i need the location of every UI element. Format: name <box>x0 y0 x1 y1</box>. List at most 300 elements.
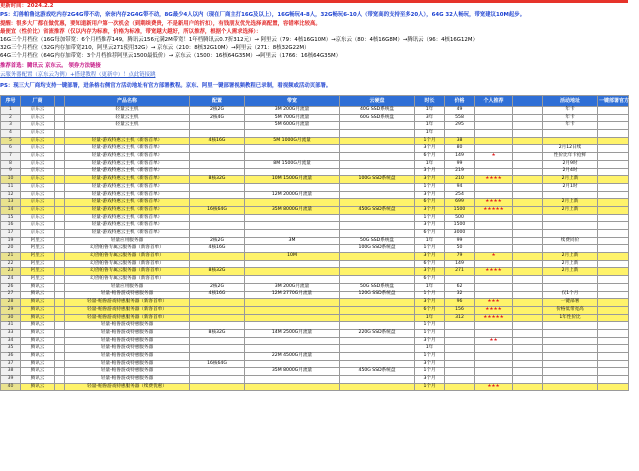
vendor-cell: 京东云 <box>21 214 55 222</box>
row-number: 31 <box>1 322 21 330</box>
config-cell: 8核32G <box>190 176 245 184</box>
row-number: 13 <box>1 199 21 207</box>
config-cell <box>190 153 245 161</box>
bandwidth-cell <box>245 376 340 384</box>
deploy-cell <box>598 291 629 299</box>
duration-cell: 3个月 <box>415 168 445 176</box>
price-table <box>0 95 639 391</box>
table-row <box>1 237 629 245</box>
row-number: 36 <box>1 353 21 361</box>
vendor-cell: 京东云 <box>21 130 55 138</box>
vendor-cell: 阿里云 <box>21 245 55 253</box>
product-cell: 轻量-帕鲁游戏特惠服务器 <box>65 337 190 345</box>
rating-cell: ★★★★ <box>475 306 513 314</box>
extra-cell <box>513 183 543 191</box>
spacer-cell <box>55 360 65 368</box>
product-cell: 轻量-帕鲁游戏特惠服务器 <box>65 376 190 384</box>
config-cell <box>190 145 245 153</box>
duration-cell: 1个月 <box>415 353 445 361</box>
row-number: 22 <box>1 260 21 268</box>
disk-cell <box>340 268 415 276</box>
spacer-cell <box>55 122 65 130</box>
disk-cell <box>340 306 415 314</box>
bandwidth-cell: 3M <box>245 237 340 245</box>
config-cell: 2核2G <box>190 237 245 245</box>
col-header: 序号 <box>1 96 21 107</box>
duration-cell: 6个月 <box>415 199 445 207</box>
extra-cell <box>513 191 543 199</box>
price-cell: 50 <box>445 245 475 253</box>
duration-cell: 3个月 <box>415 268 445 276</box>
duration-cell: 3个月 <box>415 191 445 199</box>
price-cell <box>445 376 475 384</box>
disk-cell <box>340 299 415 307</box>
extra-cell <box>513 222 543 230</box>
extra-cell <box>513 253 543 261</box>
activity-cell: 2月1时 <box>543 183 598 191</box>
table-row <box>1 214 629 222</box>
price-cell <box>445 337 475 345</box>
rating-cell <box>475 322 513 330</box>
extra-cell <box>513 306 543 314</box>
row-number: 12 <box>1 191 21 199</box>
disk-cell: 450G SSD系统盘 <box>340 206 415 214</box>
activity-cell: 2月上新 <box>543 260 598 268</box>
price-cell: 99 <box>445 160 475 168</box>
row-number: 16 <box>1 222 21 230</box>
disk-cell <box>340 191 415 199</box>
vendor-cell: 京东云 <box>21 107 55 115</box>
disk-cell <box>340 276 415 284</box>
config-cell <box>190 306 245 314</box>
product-cell: 轻量-帕鲁游戏特惠服务器 <box>65 360 190 368</box>
config-cell: 2核2G <box>190 283 245 291</box>
col-header: 产品名称 <box>65 96 190 107</box>
duration-cell: 1个月 <box>415 322 445 330</box>
config-cell: 2核2G <box>190 107 245 115</box>
bandwidth-cell: 35M 8000G月流量 <box>245 368 340 376</box>
duration-cell: 6个月 <box>415 153 445 161</box>
rating-cell: ★ <box>475 253 513 261</box>
product-cell: 轻量-帕鲁游戏特惠服务器（新客首单） <box>65 306 190 314</box>
product-cell: 轻量-游戏特惠云主机（新客首单） <box>65 168 190 176</box>
rating-cell <box>475 260 513 268</box>
table-header-row <box>1 96 629 107</box>
product-cell: 轻量-帕鲁游戏特惠服务器（新客首单） <box>65 314 190 322</box>
disk-cell: 50G SSD系统盘 <box>340 283 415 291</box>
disk-cell <box>340 130 415 138</box>
price-cell: 558 <box>445 114 475 122</box>
row-number: 4 <box>1 130 21 138</box>
vendor-cell: 京东云 <box>21 153 55 161</box>
price-cell <box>445 329 475 337</box>
product-cell: 轻量云主机 <box>65 122 190 130</box>
deploy-cell <box>598 314 629 322</box>
activity-cell: 2月上新 <box>543 253 598 261</box>
disk-cell <box>340 168 415 176</box>
product-cell: 轻量-帕鲁游戏特惠服务器 <box>65 345 190 353</box>
disk-cell: 120G SSD系统盘 <box>340 291 415 299</box>
extra-cell <box>513 114 543 122</box>
vendor-cell: 京东云 <box>21 114 55 122</box>
config-cell <box>190 376 245 384</box>
vendor-cell: 阿里云 <box>21 276 55 284</box>
bandwidth-cell <box>245 245 340 253</box>
disk-cell <box>340 314 415 322</box>
table-row <box>1 383 629 391</box>
col-header: 一键部署官方教程 <box>598 96 629 107</box>
vendor-cell: 京东云 <box>21 183 55 191</box>
rating-cell <box>475 230 513 238</box>
table-row <box>1 153 629 161</box>
table-row <box>1 322 629 330</box>
vendor-cell: 京东云 <box>21 122 55 130</box>
rating-cell: ★★ <box>475 337 513 345</box>
spacer-cell <box>55 183 65 191</box>
config-cell <box>190 222 245 230</box>
product-cell: 轻量云主机 <box>65 114 190 122</box>
price-cell: 210 <box>445 176 475 184</box>
disk-cell <box>340 145 415 153</box>
row-number: 27 <box>1 291 21 299</box>
duration-cell: 3个月 <box>415 376 445 384</box>
price-cell: 219 <box>445 168 475 176</box>
extra-cell <box>513 199 543 207</box>
extra-cell <box>513 153 543 161</box>
extra-cell <box>513 337 543 345</box>
activity-cell: 2月4时 <box>543 168 598 176</box>
table-row <box>1 260 629 268</box>
col-header <box>55 96 65 107</box>
rating-cell: ★ <box>475 153 513 161</box>
disk-cell: 220G SSD系统盘 <box>340 329 415 337</box>
rating-cell: ★★★★ <box>475 176 513 184</box>
price-cell: 254 <box>445 191 475 199</box>
rating-cell <box>475 237 513 245</box>
rating-cell <box>475 191 513 199</box>
config-cell <box>190 122 245 130</box>
bandwidth-cell <box>245 322 340 330</box>
activity-cell: 2月上新 <box>543 206 598 214</box>
table-row <box>1 122 629 130</box>
price-cell <box>445 368 475 376</box>
deploy-cell <box>598 260 629 268</box>
price-cell <box>445 130 475 138</box>
config-cell <box>190 345 245 353</box>
activity-cell: 2月上新 <box>543 176 598 184</box>
config-cell <box>190 160 245 168</box>
price-cell: 94 <box>445 183 475 191</box>
spacer-cell <box>55 329 65 337</box>
best-value-heading: 最便宜（性价比）省流推荐（仅以内存为标准，价格为标准，带宽越大越好，所以推荐，根据个人需求选择）： <box>0 29 262 35</box>
update-time: 更新时间：2024.2.2 <box>0 3 54 9</box>
deploy-cell <box>598 222 629 230</box>
deploy-cell <box>598 345 629 353</box>
duration-cell: 3个月 <box>415 299 445 307</box>
spacer-cell <box>55 107 65 115</box>
duration-cell: 6个月 <box>415 260 445 268</box>
spacer-cell <box>55 353 65 361</box>
activity-cell <box>543 322 598 330</box>
duration-cell: 3个月 <box>415 222 445 230</box>
product-cell <box>65 130 190 138</box>
product-cell: 轻量-游戏特惠云主机（新客首单） <box>65 230 190 238</box>
table-row <box>1 276 629 284</box>
spacer-cell <box>55 237 65 245</box>
spacer-cell <box>55 376 65 384</box>
config-cell: 4核16G <box>190 291 245 299</box>
duration-cell: 1个月 <box>415 245 445 253</box>
col-header: 云硬盘 <box>340 96 415 107</box>
prefer-note: 推荐首选：腾讯云 京东云。 领券方法链接 <box>0 63 101 69</box>
table-row <box>1 199 629 207</box>
bandwidth-cell: 12M 2000G月流量 <box>245 191 340 199</box>
activity-cell <box>543 337 598 345</box>
row-number: 19 <box>1 237 21 245</box>
spacer-cell <box>55 322 65 330</box>
price-cell: 99 <box>445 237 475 245</box>
deploy-cell <box>598 176 629 184</box>
deploy-cell <box>598 253 629 261</box>
row-number: 34 <box>1 337 21 345</box>
duration-cell: 3个月 <box>415 253 445 261</box>
price-cell: 149 <box>445 153 475 161</box>
row-number: 28 <box>1 299 21 307</box>
activity-cell <box>543 283 598 291</box>
rating-cell <box>475 107 513 115</box>
duration-cell: 3个月 <box>415 206 445 214</box>
product-cell: 轻量-游戏特惠云主机（新客首单） <box>65 191 190 199</box>
duration-cell: 1年 <box>415 345 445 353</box>
vendor-cell: 腾讯云 <box>21 314 55 322</box>
config-cell <box>190 322 245 330</box>
config-cell <box>190 368 245 376</box>
extra-cell <box>513 130 543 138</box>
disk-cell: 40G SSD系统盘 <box>340 107 415 115</box>
deploy-cell <box>598 268 629 276</box>
spacer-cell <box>55 268 65 276</box>
rating-cell <box>475 122 513 130</box>
price-cell: 80 <box>445 145 475 153</box>
vendor-cell: 腾讯云 <box>21 383 55 391</box>
row-number: 20 <box>1 245 21 253</box>
table-row <box>1 360 629 368</box>
price-cell: 49 <box>445 107 475 115</box>
deploy-cell <box>598 214 629 222</box>
deploy-cell <box>598 168 629 176</box>
vendor-cell: 腾讯云 <box>21 360 55 368</box>
row-number: 17 <box>1 230 21 238</box>
extra-cell <box>513 276 543 284</box>
product-cell: 轻量-帕鲁游戏特惠服务器 <box>65 329 190 337</box>
col-header: 活动地址 <box>543 96 598 107</box>
spacer-cell <box>55 383 65 391</box>
spacer-cell <box>55 337 65 345</box>
price-cell <box>445 345 475 353</box>
vendor-cell: 阿里云 <box>21 253 55 261</box>
price-cell: 1500 <box>445 222 475 230</box>
activity-cell: 年卡 <box>543 114 598 122</box>
rating-cell: ★★★★ <box>475 268 513 276</box>
bandwidth-cell: 12M 2770G月流量 <box>245 291 340 299</box>
activity-cell <box>543 368 598 376</box>
vendor-cell: 腾讯云 <box>21 345 55 353</box>
disk-cell <box>340 222 415 230</box>
vendor-cell: 腾讯云 <box>21 329 55 337</box>
ps-note: PS：幻兽帕鲁这游戏吃内存2G4G带不动，奈奈内存2G4G带不动，8G最少4人以内（现在厂商主打16G及以上），16G畅玩4-8人，32G畅玩6-10人（带宽高的支持至多20人），64G 32人畅玩，带宽建议10M起步。 <box>0 12 526 18</box>
table-row <box>1 299 629 307</box>
tip-note: 提醒：很多大厂都在做优惠，要知道新用户第一次机会（到期续费贵，不是新用户的折扣），有钱朋友优先选择高配置，容错率比较高。 <box>0 21 321 27</box>
rating-cell <box>475 329 513 337</box>
product-cell: 轻量-帕鲁游戏特惠服务器 <box>65 353 190 361</box>
table-row <box>1 345 629 353</box>
extra-cell <box>513 268 543 276</box>
config-cell <box>190 337 245 345</box>
disk-cell <box>340 337 415 345</box>
product-cell: 轻量-游戏特惠云主机（新客首单） <box>65 137 190 145</box>
table-row <box>1 268 629 276</box>
spacer-cell <box>55 160 65 168</box>
duration-cell: 1年 <box>415 107 445 115</box>
activity-cell <box>543 191 598 199</box>
activity-cell <box>543 245 598 253</box>
spacer-cell <box>55 260 65 268</box>
bandwidth-cell <box>245 299 340 307</box>
spacer-cell <box>55 291 65 299</box>
row-number: 14 <box>1 206 21 214</box>
extra-cell <box>513 245 543 253</box>
config-cell <box>190 191 245 199</box>
deploy-cell <box>598 237 629 245</box>
bandwidth-cell <box>245 168 340 176</box>
price-cell: 32 <box>445 291 475 299</box>
duration-cell: 6个月 <box>415 276 445 284</box>
rating-cell: ★★★ <box>475 299 513 307</box>
price-cell: 312 <box>445 314 475 322</box>
activity-cell <box>543 230 598 238</box>
config-cell: 2核4G <box>190 114 245 122</box>
deploy-cell <box>598 306 629 314</box>
spacer-cell <box>55 176 65 184</box>
row-number: 11 <box>1 183 21 191</box>
activity-cell <box>543 137 598 145</box>
bandwidth-cell <box>245 306 340 314</box>
price-cell: 1500 <box>445 206 475 214</box>
deploy-cell <box>598 114 629 122</box>
spacer-cell <box>55 314 65 322</box>
vendor-cell: 阿里云 <box>21 237 55 245</box>
bandwidth-cell <box>245 337 340 345</box>
deploy-cell <box>598 376 629 384</box>
row-number: 6 <box>1 145 21 153</box>
disk-cell: 450G SSD系统盘 <box>340 368 415 376</box>
spacer-cell <box>55 306 65 314</box>
extra-cell <box>513 291 543 299</box>
activity-cell: 2月9时 <box>543 160 598 168</box>
table-row <box>1 107 629 115</box>
activity-cell: 2月12日续 <box>543 145 598 153</box>
extra-cell <box>513 353 543 361</box>
extra-cell <box>513 206 543 214</box>
bandwidth-cell <box>245 183 340 191</box>
vendor-cell: 腾讯云 <box>21 376 55 384</box>
deploy-cell <box>598 191 629 199</box>
price-cell: 79 <box>445 253 475 261</box>
price-cell <box>445 276 475 284</box>
product-cell: 轻量-游戏特惠云主机（新客首单） <box>65 206 190 214</box>
table-row <box>1 253 629 261</box>
row-number: 8 <box>1 160 21 168</box>
extra-cell <box>513 160 543 168</box>
row-number: 7 <box>1 153 21 161</box>
rating-cell <box>475 222 513 230</box>
extra-cell <box>513 230 543 238</box>
price-cell: 38 <box>445 137 475 145</box>
duration-cell: 3个月 <box>415 176 445 184</box>
deploy-cell <box>598 145 629 153</box>
deploy-cell <box>598 360 629 368</box>
deploy-cell <box>598 230 629 238</box>
vendor-cell: 京东云 <box>21 168 55 176</box>
row-number: 5 <box>1 137 21 145</box>
duration-cell: 1个月 <box>415 183 445 191</box>
bandwidth-cell: 3M 200G月流量 <box>245 283 340 291</box>
rating-cell <box>475 245 513 253</box>
table-row <box>1 222 629 230</box>
extra-cell <box>513 360 543 368</box>
disk-cell <box>340 214 415 222</box>
bandwidth-cell <box>245 130 340 138</box>
config-cell <box>190 299 245 307</box>
duration-cell: 1年 <box>415 130 445 138</box>
config-cell <box>190 314 245 322</box>
table-row <box>1 329 629 337</box>
price-cell: 156 <box>445 306 475 314</box>
row-number: 9 <box>1 168 21 176</box>
product-cell: 轻量-游戏特惠云主机（新客首单） <box>65 160 190 168</box>
spacer-cell <box>55 137 65 145</box>
col-header: 个人推荐 <box>475 96 513 107</box>
duration-cell: 1个月 <box>415 137 445 145</box>
disk-cell <box>340 322 415 330</box>
row-number: 1 <box>1 107 21 115</box>
tutorial-link[interactable]: 云服务器配置（京东云为例）+搭建教程（更新中）！点此链接跳 <box>0 72 156 78</box>
row-number: 37 <box>1 360 21 368</box>
row-number: 35 <box>1 345 21 353</box>
extra-cell <box>513 107 543 115</box>
row-number: 2 <box>1 114 21 122</box>
deploy-cell <box>598 322 629 330</box>
vendor-cell: 京东云 <box>21 145 55 153</box>
activity-cell <box>543 214 598 222</box>
bandwidth-cell <box>245 383 340 391</box>
rating-cell <box>475 145 513 153</box>
spacer-cell <box>55 245 65 253</box>
deploy-cell <box>598 353 629 361</box>
col-header: 价格 <box>445 96 475 107</box>
bandwidth-cell <box>245 199 340 207</box>
config-cell <box>190 353 245 361</box>
config-cell: 8核32G <box>190 268 245 276</box>
disk-cell: 100G SSD系统盘 <box>340 245 415 253</box>
vendor-cell: 京东云 <box>21 176 55 184</box>
config-cell <box>190 253 245 261</box>
activity-cell <box>543 345 598 353</box>
bandwidth-cell <box>245 276 340 284</box>
duration-cell: 3个月 <box>415 337 445 345</box>
activity-cell <box>543 376 598 384</box>
rating-cell: ★★★★ <box>475 199 513 207</box>
